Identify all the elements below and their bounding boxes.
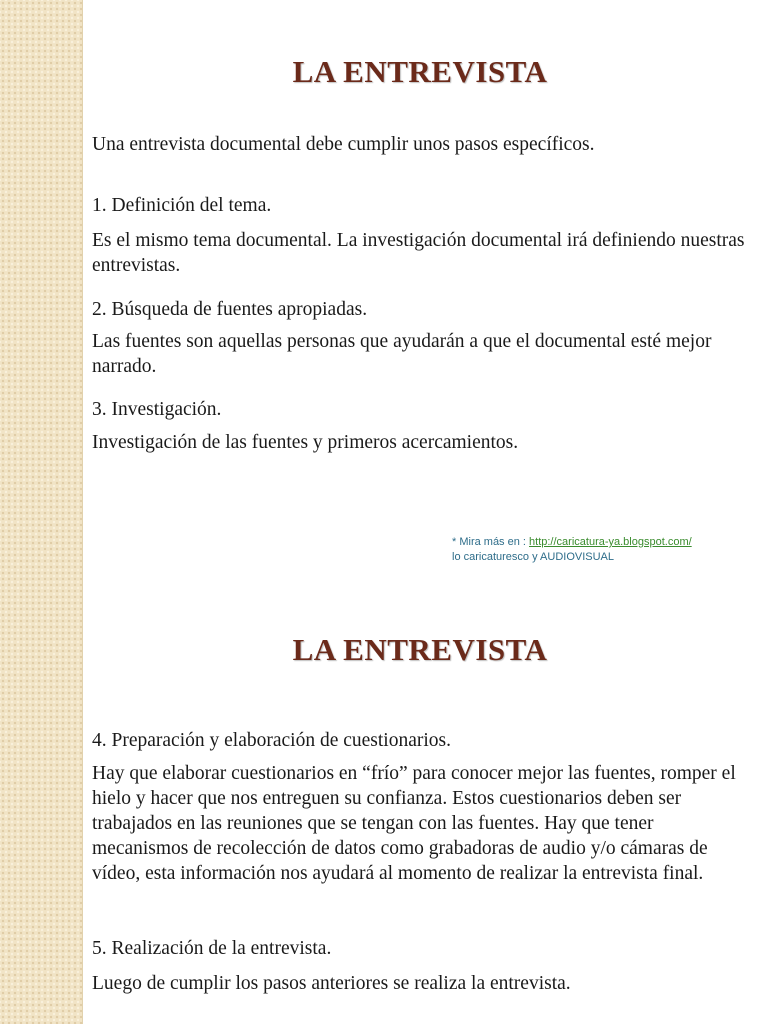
step-3-body: Investigación de las fuentes y primeros acercamientos. [92, 432, 519, 453]
step-5-heading: 5. Realización de la entrevista. [92, 938, 332, 959]
intro-text: Una entrevista documental debe cumplir unos pasos específicos. [92, 134, 595, 155]
slide-1 [82, 0, 768, 580]
step-1-body: Es el mismo tema documental. La investigación documental irá definiendo nuestras entrevistas. [92, 230, 745, 276]
step-4-body: Hay que elaborar cuestionarios en “frío” para conocer mejor las fuentes, romper el hielo y hacer que nos entreguen su confianza. Estos cuestionarios deben ser trabajados en las reuniones que se tengan con las fuentes. Hay que tener mecanismos de recolección de datos como grabadoras de audio y/o cámaras de vídeo, esta información nos ayudará al momento de realizar la entrevista final. [92, 763, 736, 884]
slide-2-title: LA ENTREVISTA [292, 632, 548, 667]
credit-prefix: * Mira más en : [452, 536, 530, 548]
slide-1-title: LA ENTREVISTA [292, 54, 548, 89]
credit-note [452, 535, 692, 565]
step-2-heading: 2. Búsqueda de fuentes apropiadas. [92, 299, 368, 320]
step-5-body: Luego de cumplir los pasos anteriores se realiza la entrevista. [92, 973, 571, 994]
step-1-heading: 1. Definición del tema. [92, 195, 272, 216]
blog-link[interactable]: http://caricatura-ya.blogspot.com/ [529, 536, 692, 548]
step-2-body: Las fuentes son aquellas personas que ayudarán a que el documental esté mejor narrado. [92, 331, 712, 377]
step-4-heading: 4. Preparación y elaboración de cuestionarios. [92, 730, 451, 751]
credit-line-2: lo caricaturesco y AUDIOVISUAL [452, 551, 615, 563]
decorative-side-band [0, 0, 83, 1024]
step-3-heading: 3. Investigación. [92, 399, 222, 420]
credit-line-1 [452, 535, 692, 550]
slide-2 [82, 580, 768, 1024]
